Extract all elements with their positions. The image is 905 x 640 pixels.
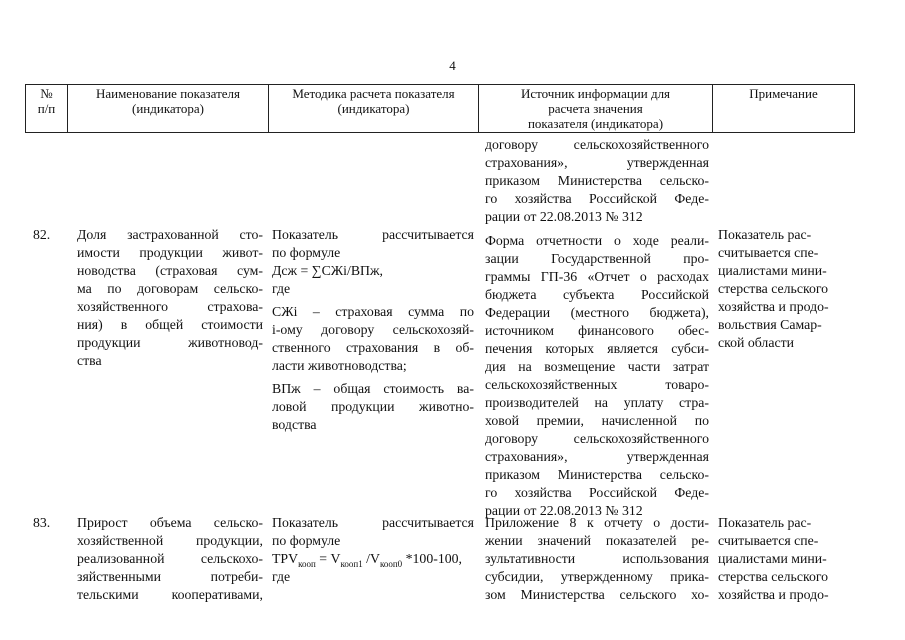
row-number: 83.	[33, 515, 51, 530]
text-line: страхования», утвержденная	[485, 155, 709, 170]
text-line: Приложение 8 к отчету о дости-	[485, 515, 709, 530]
text-line: ской области	[718, 335, 794, 350]
text-line: стерства сельского	[718, 569, 829, 584]
header-information-source	[479, 84, 712, 132]
text-line: зяйственными потреби-	[77, 569, 263, 584]
text-line: граммы ГП-36 «Отчет о расходах	[485, 269, 709, 284]
row-number: 82.	[33, 227, 51, 242]
header-number-line: №	[40, 86, 53, 101]
header-number-line: п/п	[37, 101, 56, 116]
header-indicator-name-line: Наименование показателя	[95, 86, 241, 101]
text-line: имости продукции живот-	[77, 245, 263, 260]
text-line: хозяйственной продукции,	[77, 533, 263, 548]
text-line: Показатель рассчитывается	[272, 515, 474, 530]
text-line: хозяйства и продо-	[718, 299, 829, 314]
text-line: рации от 22.08.2013 № 312	[485, 503, 643, 518]
column-divider	[854, 84, 855, 133]
text-line: сельскохозяйственных товаро-	[485, 377, 709, 392]
page-number: 4	[449, 58, 456, 73]
text-line: циалистами мини-	[718, 263, 827, 278]
text-line: тельскими кооперативами,	[77, 587, 263, 602]
header-indicator-name	[68, 84, 268, 132]
text-line: договору сельскохозяйственного	[485, 137, 709, 152]
note	[718, 226, 850, 352]
text-line: печения которых является субси-	[485, 341, 709, 356]
table-header-bottom-border	[25, 132, 855, 133]
text-line: новодства (страховая сум-	[77, 263, 263, 278]
text-line: продукции животновод-	[77, 335, 263, 350]
text-line: где	[272, 281, 291, 296]
header-information-source-line: Источник информации для	[520, 86, 671, 101]
text-line: субсидии, утвержденному прика-	[485, 569, 709, 584]
header-calculation-method-line: (индикатора)	[337, 101, 410, 116]
text-line: ласти животноводства;	[272, 358, 407, 373]
text-line: приказом Министерства сельско-	[485, 467, 709, 482]
continuation-source	[485, 136, 709, 226]
calculation-method	[272, 514, 474, 586]
formula-part: TPV	[272, 551, 299, 566]
text-line: ственного страхования в об-	[272, 340, 474, 355]
indicator-name	[77, 226, 263, 370]
formula-subscript: кооп	[298, 558, 316, 569]
text-line: Показатель рассчитывается	[272, 227, 474, 242]
header-note	[713, 84, 854, 132]
text-line: по формуле	[272, 533, 341, 548]
text-line: хозяйственного страхова-	[77, 299, 263, 314]
text-line: зультативности использования	[485, 551, 709, 566]
text-line: i-ому договору сельскохозяй-	[272, 322, 474, 337]
text-line: рации от 22.08.2013 № 312	[485, 209, 643, 224]
note	[718, 514, 850, 604]
formula-part: = V	[315, 551, 341, 566]
text-line: зации Государственной про-	[485, 251, 709, 266]
text-line: Доля застрахованной сто-	[77, 227, 263, 242]
text-line: приказом Министерства сельско-	[485, 173, 709, 188]
formula: Дсж = ∑СЖi/ВПж,	[272, 263, 383, 278]
text-line: ния) в общей стоимости	[77, 317, 263, 332]
header-note-line: Примечание	[749, 86, 818, 101]
header-calculation-method-line: Методика расчета показателя	[292, 86, 455, 101]
text-line: Показатель рас-	[718, 227, 812, 242]
text-line: реализованной сельскохо-	[77, 551, 263, 566]
text-line: Федерации (местного бюджета),	[485, 305, 709, 320]
text-line: ловой продукции животно-	[272, 399, 474, 414]
text-line: го хозяйства Российской Феде-	[485, 485, 709, 500]
text-line: страхования», утвержденная	[485, 449, 709, 464]
text-line: считывается спе-	[718, 245, 819, 260]
information-source	[485, 514, 709, 604]
text-line: источником финансового обес-	[485, 323, 709, 338]
text-line: Форма отчетности о ходе реали-	[485, 233, 709, 248]
text-line: ства	[77, 353, 102, 368]
formula-part: *100-100,	[402, 551, 462, 566]
formula-subscript: кооп0	[379, 558, 403, 569]
text-line: Показатель рас-	[718, 515, 812, 530]
indicator-name	[77, 514, 263, 604]
text-line: циалистами мини-	[718, 551, 827, 566]
header-indicator-name-line: (индикатора)	[132, 101, 204, 116]
text-line: ВПж – общая стоимость ва-	[272, 381, 474, 396]
header-calculation-method	[269, 84, 478, 132]
text-line: водства	[272, 417, 317, 432]
header-information-source-line: расчета значения	[548, 101, 643, 116]
formula	[272, 550, 474, 568]
formula-subscript: кооп1	[340, 558, 363, 569]
calculation-method	[272, 226, 474, 434]
information-source	[485, 232, 709, 520]
text-line: хозяйства и продо-	[718, 587, 829, 602]
text-line: зом Министерства сельского хо-	[485, 587, 709, 602]
text-line: Прирост объема сельско-	[77, 515, 263, 530]
text-line: ховой премии, начисленной по	[485, 413, 709, 428]
text-line: договору сельскохозяйственного	[485, 431, 709, 446]
text-line: бюджета субъекта Российской	[485, 287, 709, 302]
text-line: дия на возмещение части затрат	[485, 359, 709, 374]
header-information-source-line: показателя (индикатора)	[527, 116, 664, 131]
text-line: вольствия Самар-	[718, 317, 822, 332]
text-line: производителей на уплату стра-	[485, 395, 709, 410]
text-line: го хозяйства Российской Феде-	[485, 191, 709, 206]
text-line: по формуле	[272, 245, 341, 260]
text-line: где	[272, 569, 291, 584]
header-number	[26, 84, 67, 132]
text-line: СЖi – страховая сумма по	[272, 304, 474, 319]
text-line: стерства сельского	[718, 281, 829, 296]
text-line: жении значений показателей ре-	[485, 533, 709, 548]
text-line: считывается спе-	[718, 533, 819, 548]
text-line: ма по договорам сельско-	[77, 281, 263, 296]
formula-part: /V	[362, 551, 380, 566]
